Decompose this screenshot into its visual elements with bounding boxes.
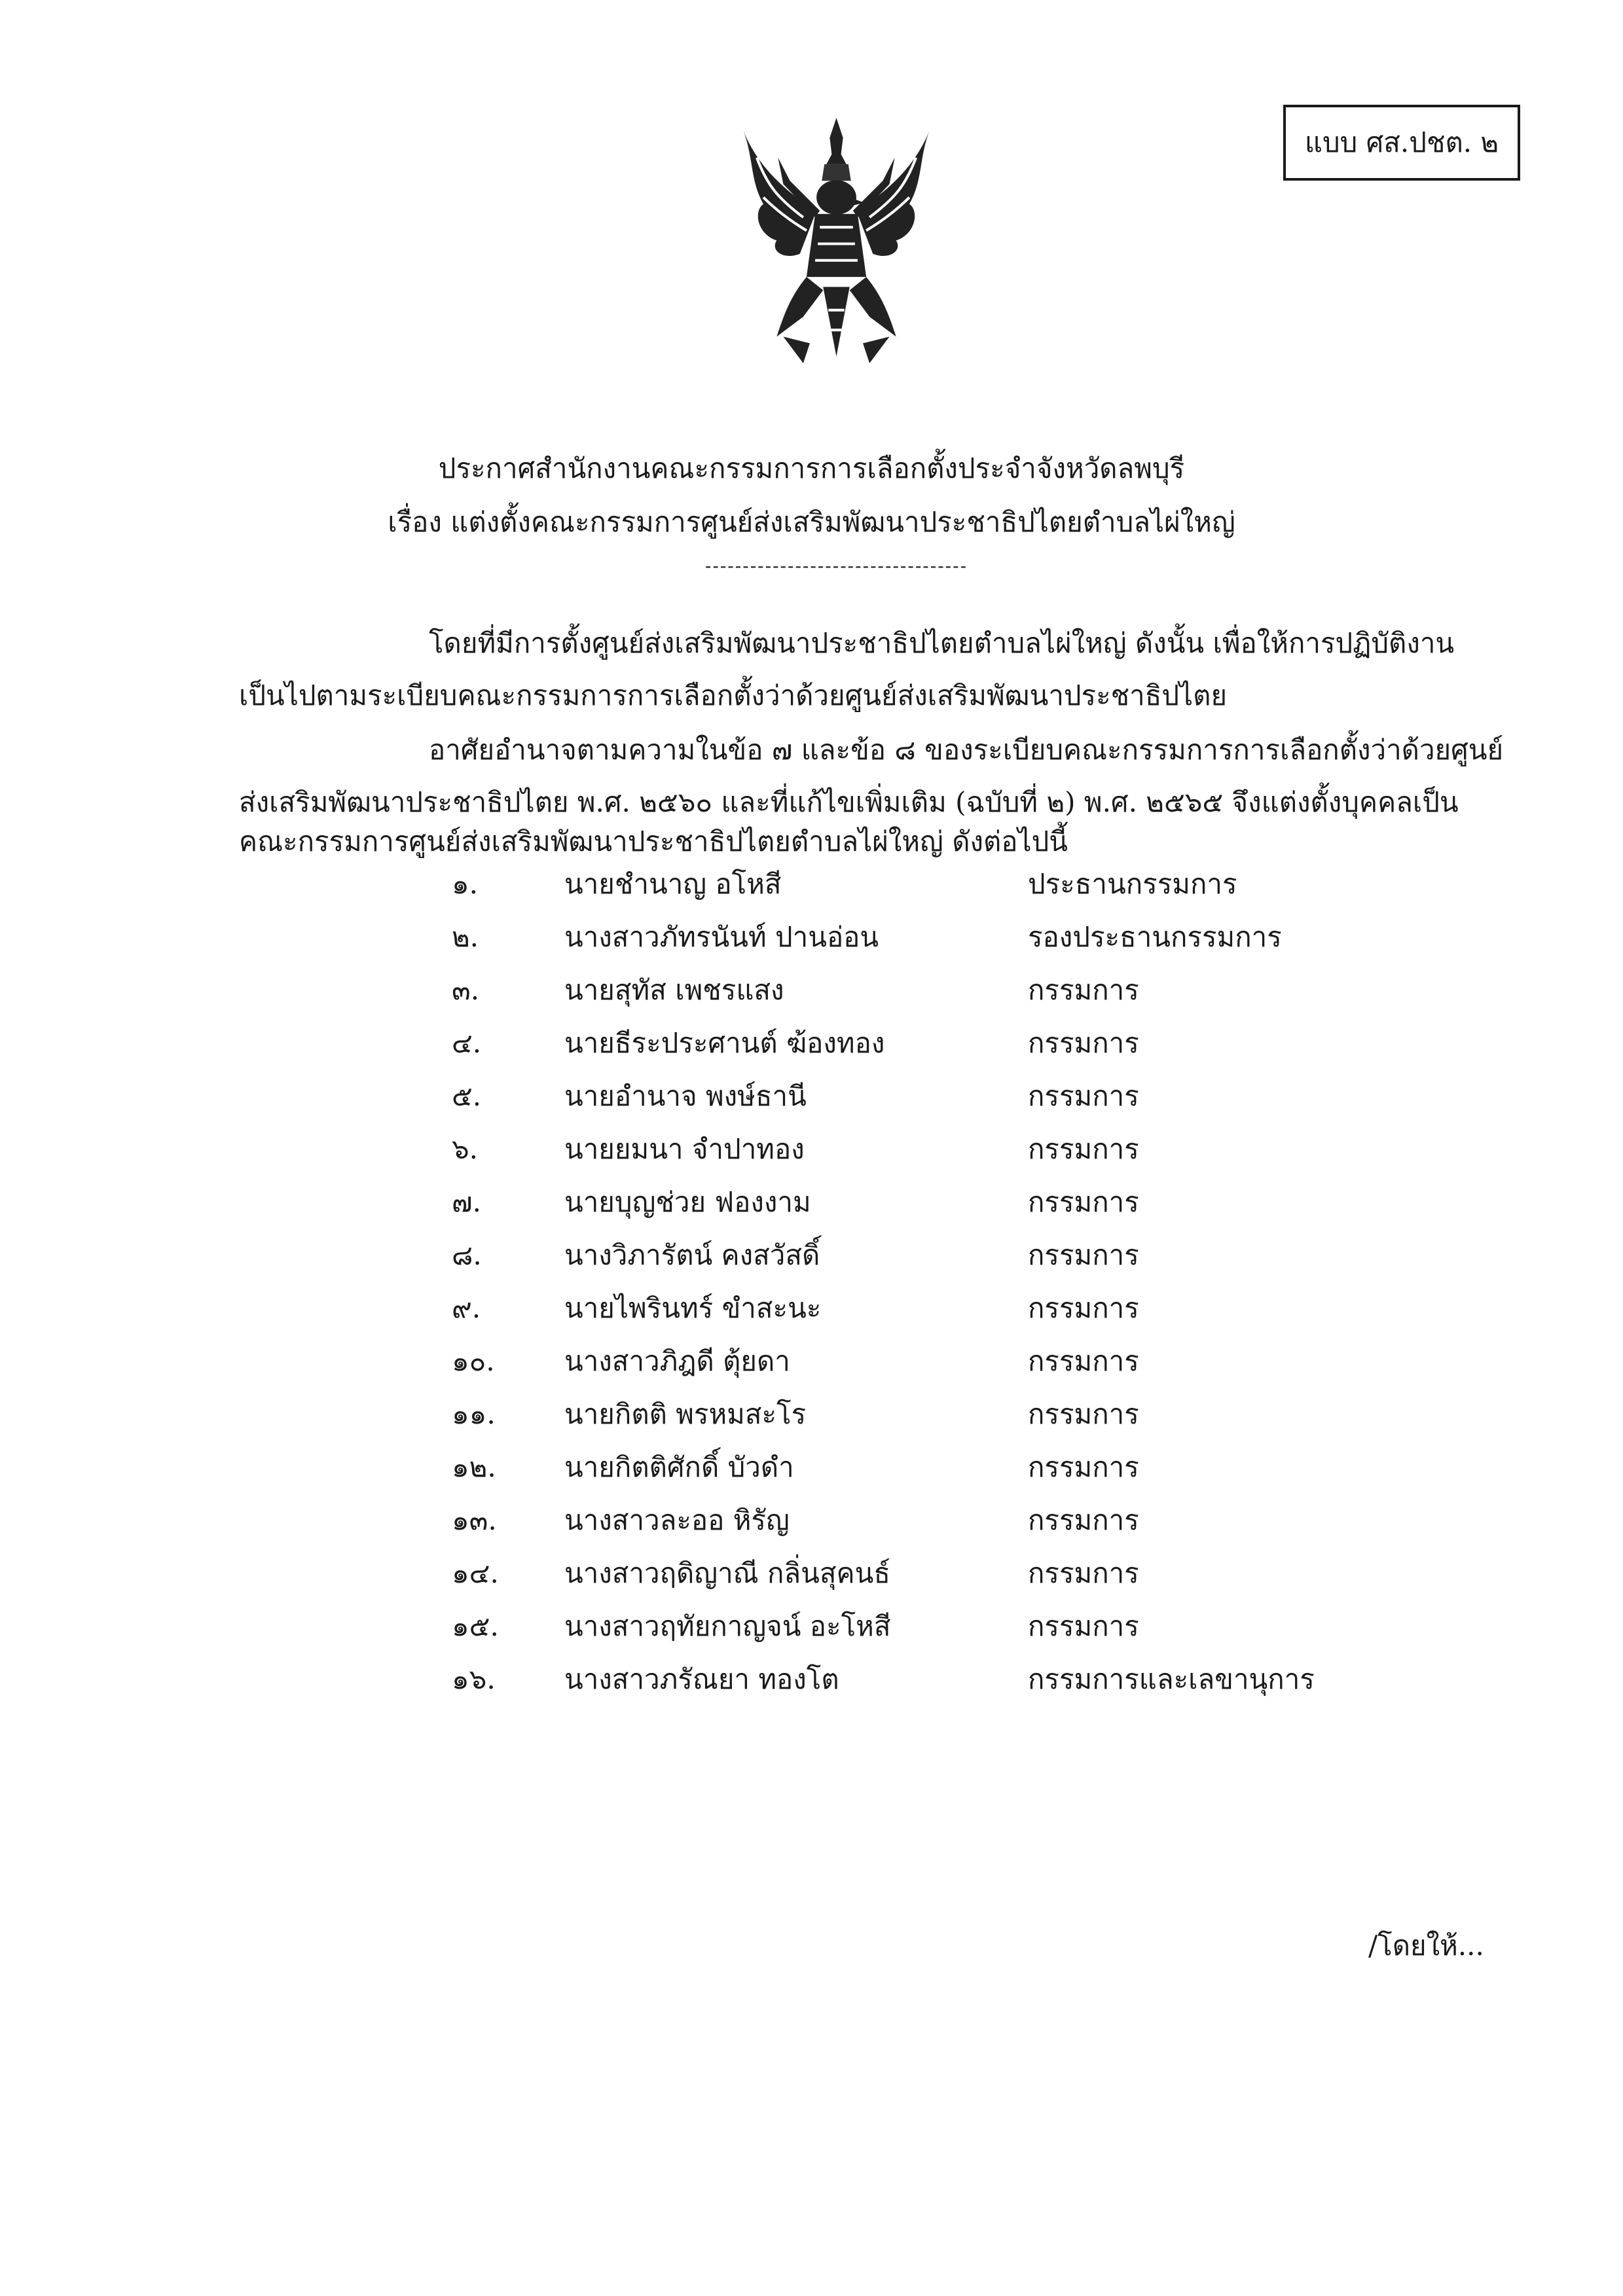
member-role: กรรมการ	[1028, 1080, 1139, 1112]
member-role: กรรมการ	[1028, 1451, 1139, 1483]
member-row	[0, 1027, 1623, 1069]
member-role: กรรมการ	[1028, 1292, 1139, 1324]
member-row	[0, 1239, 1623, 1281]
member-name: นายกิตติศักดิ์ บัวดำ	[564, 1451, 794, 1483]
paragraph-1-line-2: เป็นไปตามระเบียบคณะกรรมการการเลือกตั้งว่าด้วยศูนย์ส่งเสริมพัฒนาประชาธิปไตย	[239, 679, 1228, 711]
member-number: ๑.	[452, 868, 479, 900]
announcement-title: ประกาศสำนักงานคณะกรรมการการเลือกตั้งประจำจังหวัดลพบุรี	[438, 452, 1185, 484]
member-row	[0, 974, 1623, 1016]
member-role: กรรมการ	[1028, 1186, 1139, 1218]
member-role: กรรมการ	[1028, 1239, 1139, 1271]
member-row	[0, 1133, 1623, 1175]
member-row	[0, 1292, 1623, 1334]
member-name: นายยมนา จำปาทอง	[564, 1133, 805, 1165]
member-role: กรรมการ	[1028, 1398, 1139, 1430]
member-name: นายธีระประศานต์ ฆ้องทอง	[564, 1027, 885, 1059]
member-role: กรรมการ	[1028, 974, 1139, 1006]
form-code-label: แบบ ศส.ปชต. ๒	[1304, 126, 1499, 158]
member-name: นางสาวละออ หิรัญ	[564, 1504, 790, 1536]
member-row	[0, 1398, 1623, 1440]
form-code-box	[1283, 105, 1520, 181]
member-number: ๖.	[452, 1133, 479, 1165]
member-number: ๑๑.	[452, 1398, 496, 1430]
member-name: นายกิตติ พรหมสะโร	[564, 1398, 807, 1430]
member-row	[0, 1451, 1623, 1493]
member-number: ๒.	[452, 921, 479, 953]
member-role: กรรมการ	[1028, 1557, 1139, 1589]
member-name: นางสาวฤทัยกาญจน์ อะโหสี	[564, 1610, 891, 1642]
member-role: กรรมการ	[1028, 1610, 1139, 1642]
member-number: ๑๓.	[452, 1504, 497, 1536]
paragraph-2-line-1: อาศัยอำนาจตามความในข้อ ๗ และข้อ ๘ ของระเบียบคณะกรรมการการเลือกตั้งว่าด้วยศูนย์	[429, 734, 1504, 766]
member-row	[0, 1504, 1623, 1546]
member-name: นางสาวฤดิญาณี กลิ่นสุคนธ์	[564, 1557, 890, 1589]
member-number: ๔.	[452, 1027, 482, 1059]
member-row	[0, 1080, 1623, 1122]
member-number: ๘.	[452, 1239, 482, 1271]
member-role: กรรมการ	[1028, 1504, 1139, 1536]
member-number: ๑๕.	[452, 1610, 499, 1642]
member-name: นายสุทัส เพชรแสง	[564, 974, 784, 1006]
member-row	[0, 870, 1623, 910]
member-number: ๑๔.	[452, 1557, 499, 1589]
member-name: นางวิภารัตน์ คงสวัสดิ์	[564, 1239, 820, 1271]
member-name: นายอำนาจ พงษ์ธานี	[564, 1080, 807, 1112]
continuation-marker: /โดยให้...	[1368, 1929, 1484, 1962]
member-name: นายบุญช่วย ฟองงาม	[564, 1186, 811, 1218]
member-number: ๗.	[452, 1186, 481, 1218]
garuda-emblem-icon	[737, 118, 936, 370]
member-row	[0, 1663, 1623, 1705]
paragraph-1-line-1: โดยที่มีการตั้งศูนย์ส่งเสริมพัฒนาประชาธิปไตยตำบลไผ่ใหญ่ ดังนั้น เพื่อให้การปฏิบัติงาน	[429, 627, 1455, 659]
member-number: ๑๒.	[452, 1451, 496, 1483]
member-role: ประธานกรรมการ	[1028, 868, 1237, 900]
member-name: นางสาวภรัณยา ทองโต	[564, 1663, 839, 1695]
member-number: ๓.	[452, 974, 480, 1006]
member-number: ๕.	[452, 1080, 482, 1112]
member-role: กรรมการ	[1028, 1345, 1139, 1377]
member-number: ๑๖.	[452, 1663, 496, 1695]
member-name: นายไพรินทร์ ขำสะนะ	[564, 1292, 822, 1324]
member-row	[0, 921, 1623, 963]
paragraph-2-line-2: ส่งเสริมพัฒนาประชาธิปไตย พ.ศ. ๒๕๖๐ และที่แก้ไขเพิ่มเติม (ฉบับที่ ๒) พ.ศ. ๒๕๖๕ จึงแต่งตั้งบุคคลเป็น	[239, 786, 1459, 818]
member-number: ๙.	[452, 1292, 481, 1324]
paragraph-2-line-3: คณะกรรมการศูนย์ส่งเสริมพัฒนาประชาธิปไตยตำบลไผ่ใหญ่ ดังต่อไปนี้	[239, 825, 1068, 857]
member-role: รองประธานกรรมการ	[1028, 921, 1282, 953]
member-role: กรรมการ	[1028, 1133, 1139, 1165]
member-role: กรรมการและเลขานุการ	[1028, 1663, 1315, 1695]
member-number: ๑๐.	[452, 1345, 495, 1377]
member-role: กรรมการ	[1028, 1027, 1139, 1059]
member-name: นายชำนาญ อโหสี	[564, 868, 782, 900]
title-separator: -----------------------------------	[704, 555, 968, 577]
member-row	[0, 1610, 1623, 1652]
member-name: นางสาวภัทรนันท์ ปานอ่อน	[564, 921, 879, 953]
member-row	[0, 1557, 1623, 1599]
announcement-subject: เรื่อง แต่งตั้งคณะกรรมการศูนย์ส่งเสริมพัฒนาประชาธิปไตยตำบลไผ่ใหญ่	[388, 506, 1235, 538]
member-name: นางสาวภิฎดี ตุ้ยดา	[564, 1345, 790, 1377]
member-row	[0, 1186, 1623, 1228]
member-row	[0, 1345, 1623, 1387]
